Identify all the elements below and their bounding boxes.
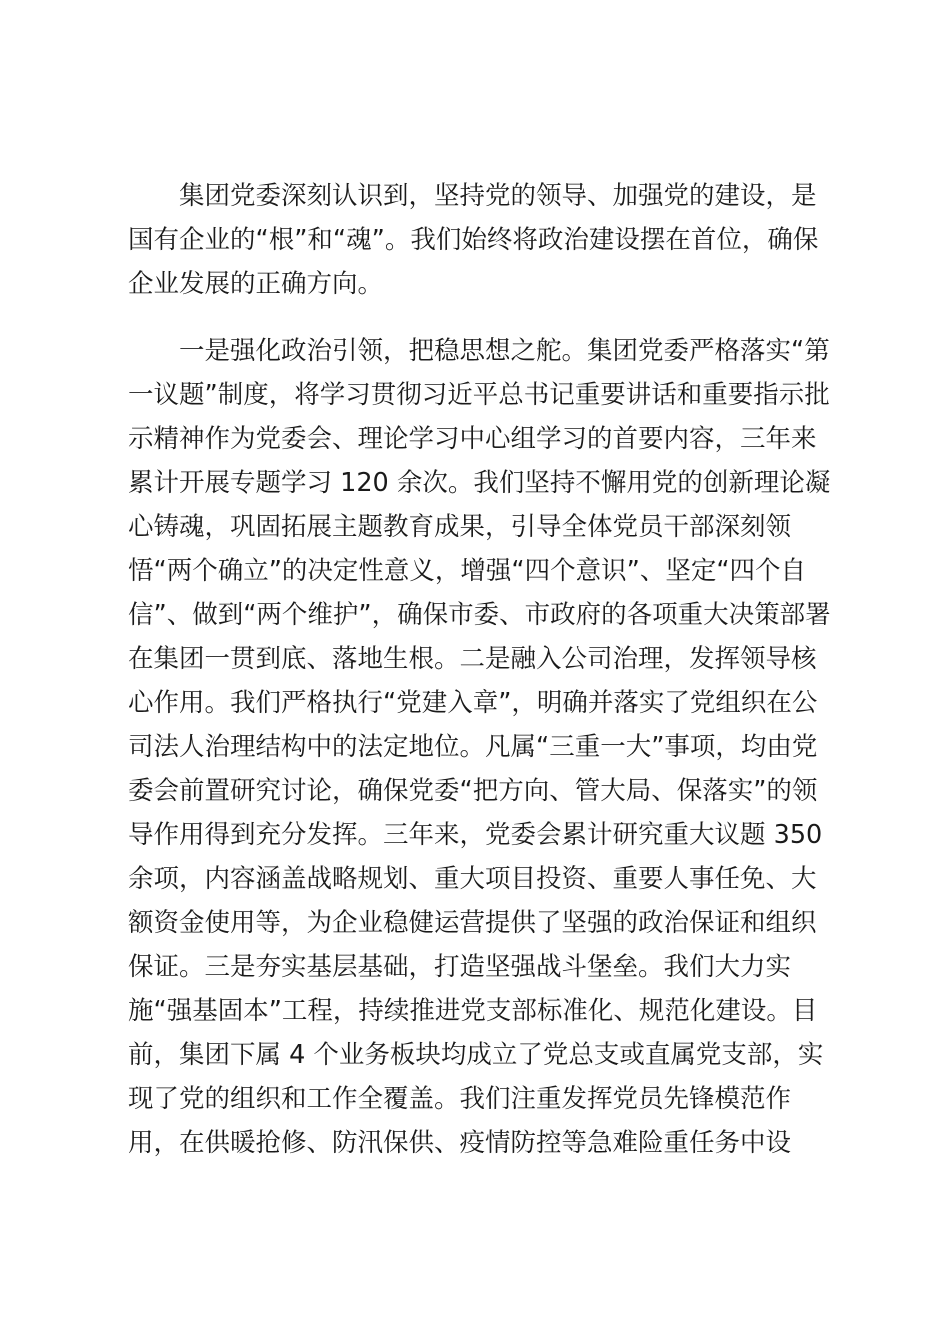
text-line: 心作用。我们严格执行“党建入章”，明确并落实了党组织在公 [128, 688, 818, 718]
text-line: 示精神作为党委会、理论学习中心组学习的首要内容，三年来 [128, 424, 817, 454]
text-line: 企业发展的正确方向。 [128, 269, 384, 299]
text-line: 委会前置研究讨论，确保党委“把方向、管大局、保落实”的领 [128, 776, 818, 806]
text-line: 国有企业的“根”和“魂”。我们始终将政治建设摆在首位，确保 [128, 225, 819, 255]
text-line: 司法人治理结构中的法定地位。凡属“三重一大”事项，均由党 [128, 732, 818, 762]
text-line: 前，集团下属 4 个业务板块均成立了党总支或直属党支部，实 [128, 1040, 824, 1070]
text-line: 一是强化政治引领，把稳思想之舵。集团党委严格落实“第 [179, 336, 830, 366]
text-line: 施“强基固本”工程，持续推进党支部标准化、规范化建设。目 [128, 996, 818, 1026]
text-line: 累计开展专题学习 120 余次。我们坚持不懈用党的创新理论凝 [128, 468, 831, 498]
text-line: 悟“两个确立”的决定性意义，增强“四个意识”、坚定“四个自 [128, 556, 807, 586]
text-line: 在集团一贯到底、落地生根。二是融入公司治理，发挥领导核 [128, 644, 817, 674]
text-line: 信”、做到“两个维护”，确保市委、市政府的各项重大决策部署 [128, 600, 831, 630]
text-line: 集团党委深刻认识到，坚持党的领导、加强党的建设，是 [179, 181, 817, 211]
text-line: 一议题”制度，将学习贯彻习近平总书记重要讲话和重要指示批 [128, 380, 830, 410]
text-line: 现了党的组织和工作全覆盖。我们注重发挥党员先锋模范作 [128, 1084, 792, 1114]
text-line: 额资金使用等，为企业稳健运营提供了坚强的政治保证和组织 [128, 908, 817, 938]
text-line: 余项，内容涵盖战略规划、重大项目投资、重要人事任免、大 [128, 864, 817, 894]
text-line: 保证。三是夯实基层基础，打造坚强战斗堡垒。我们大力实 [128, 952, 792, 982]
text-line: 心铸魂，巩固拓展主题教育成果，引导全体党员干部深刻领 [128, 512, 792, 542]
text-line: 用，在供暖抢修、防汛保供、疫情防控等急难险重任务中设 [128, 1128, 792, 1158]
text-line: 导作用得到充分发挥。三年来，党委会累计研究重大议题 350 [128, 820, 823, 850]
